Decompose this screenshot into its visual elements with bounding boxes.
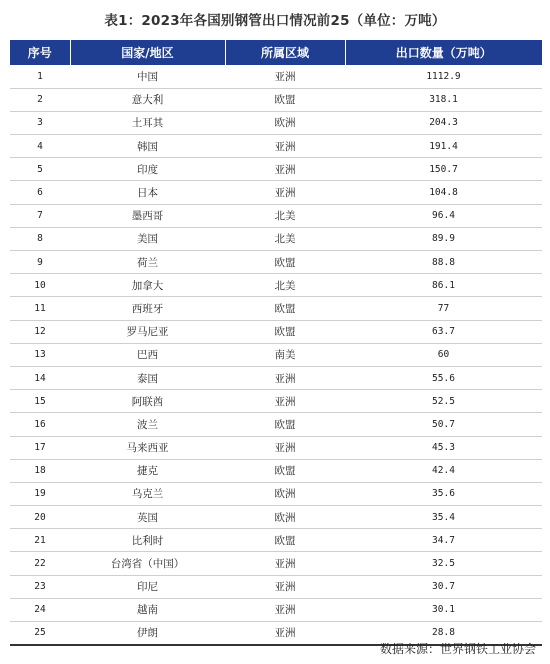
cell-country: 捷克 xyxy=(70,459,225,482)
cell-export-volume: 204.3 xyxy=(345,111,542,134)
table-row xyxy=(10,320,542,343)
cell-country: 土耳其 xyxy=(70,111,225,134)
cell-rank: 24 xyxy=(10,598,70,621)
cell-region: 亚洲 xyxy=(225,598,345,621)
cell-region: 欧洲 xyxy=(225,506,345,529)
cell-region: 欧洲 xyxy=(225,482,345,505)
cell-country: 马来西亚 xyxy=(70,436,225,459)
cell-region: 北美 xyxy=(225,274,345,297)
cell-country: 加拿大 xyxy=(70,274,225,297)
cell-region: 亚洲 xyxy=(225,552,345,575)
cell-country: 韩国 xyxy=(70,135,225,158)
header-rank: 序号 xyxy=(10,40,70,65)
cell-export-volume: 35.4 xyxy=(345,506,542,529)
cell-region: 亚洲 xyxy=(225,390,345,413)
cell-region: 亚洲 xyxy=(225,181,345,204)
cell-export-volume: 28.8 xyxy=(345,622,542,645)
cell-export-volume: 88.8 xyxy=(345,251,542,274)
table-row xyxy=(10,343,542,366)
cell-rank: 19 xyxy=(10,482,70,505)
table-row xyxy=(10,65,542,88)
cell-rank: 13 xyxy=(10,343,70,366)
cell-region: 南美 xyxy=(225,343,345,366)
table-row xyxy=(10,366,542,389)
cell-export-volume: 89.9 xyxy=(345,227,542,250)
cell-country: 波兰 xyxy=(70,413,225,436)
table-row xyxy=(10,413,542,436)
table-row xyxy=(10,274,542,297)
cell-region: 亚洲 xyxy=(225,575,345,598)
cell-export-volume: 42.4 xyxy=(345,459,542,482)
cell-country: 台湾省（中国） xyxy=(70,552,225,575)
table-row xyxy=(10,111,542,134)
cell-country: 西班牙 xyxy=(70,297,225,320)
cell-rank: 18 xyxy=(10,459,70,482)
cell-export-volume: 55.6 xyxy=(345,366,542,389)
cell-country: 荷兰 xyxy=(70,251,225,274)
cell-region: 亚洲 xyxy=(225,622,345,645)
cell-export-volume: 96.4 xyxy=(345,204,542,227)
table-row xyxy=(10,390,542,413)
table-row xyxy=(10,251,542,274)
cell-export-volume: 104.8 xyxy=(345,181,542,204)
cell-country: 罗马尼亚 xyxy=(70,320,225,343)
cell-export-volume: 32.5 xyxy=(345,552,542,575)
cell-region: 北美 xyxy=(225,204,345,227)
cell-region: 欧盟 xyxy=(225,529,345,552)
cell-region: 亚洲 xyxy=(225,436,345,459)
cell-country: 英国 xyxy=(70,506,225,529)
table-row xyxy=(10,552,542,575)
cell-rank: 7 xyxy=(10,204,70,227)
cell-rank: 4 xyxy=(10,135,70,158)
cell-rank: 14 xyxy=(10,366,70,389)
cell-country: 阿联酋 xyxy=(70,390,225,413)
cell-country: 乌克兰 xyxy=(70,482,225,505)
cell-rank: 6 xyxy=(10,181,70,204)
table-row xyxy=(10,575,542,598)
cell-rank: 3 xyxy=(10,111,70,134)
cell-rank: 11 xyxy=(10,297,70,320)
table-row xyxy=(10,88,542,111)
table-row xyxy=(10,135,542,158)
cell-region: 欧盟 xyxy=(225,320,345,343)
cell-export-volume: 150.7 xyxy=(345,158,542,181)
cell-rank: 1 xyxy=(10,65,70,88)
cell-export-volume: 45.3 xyxy=(345,436,542,459)
cell-country: 墨西哥 xyxy=(70,204,225,227)
table-row xyxy=(10,598,542,621)
cell-rank: 8 xyxy=(10,227,70,250)
cell-rank: 21 xyxy=(10,529,70,552)
cell-country: 日本 xyxy=(70,181,225,204)
table-row xyxy=(10,204,542,227)
cell-rank: 23 xyxy=(10,575,70,598)
cell-country: 印尼 xyxy=(70,575,225,598)
cell-region: 北美 xyxy=(225,227,345,250)
cell-country: 中国 xyxy=(70,65,225,88)
cell-rank: 15 xyxy=(10,390,70,413)
cell-export-volume: 30.7 xyxy=(345,575,542,598)
cell-rank: 16 xyxy=(10,413,70,436)
cell-rank: 10 xyxy=(10,274,70,297)
cell-region: 欧盟 xyxy=(225,297,345,320)
cell-country: 巴西 xyxy=(70,343,225,366)
cell-export-volume: 86.1 xyxy=(345,274,542,297)
cell-region: 欧洲 xyxy=(225,111,345,134)
table-row xyxy=(10,181,542,204)
cell-region: 亚洲 xyxy=(225,65,345,88)
cell-country: 泰国 xyxy=(70,366,225,389)
cell-export-volume: 34.7 xyxy=(345,529,542,552)
cell-export-volume: 50.7 xyxy=(345,413,542,436)
cell-country: 比利时 xyxy=(70,529,225,552)
cell-rank: 20 xyxy=(10,506,70,529)
cell-region: 亚洲 xyxy=(225,158,345,181)
cell-country: 意大利 xyxy=(70,88,225,111)
cell-region: 欧盟 xyxy=(225,459,345,482)
cell-region: 亚洲 xyxy=(225,366,345,389)
cell-country: 伊朗 xyxy=(70,622,225,645)
cell-country: 美国 xyxy=(70,227,225,250)
export-table xyxy=(10,40,542,646)
cell-export-volume: 318.1 xyxy=(345,88,542,111)
table-row xyxy=(10,482,542,505)
cell-rank: 2 xyxy=(10,88,70,111)
table-row xyxy=(10,436,542,459)
cell-export-volume: 63.7 xyxy=(345,320,542,343)
cell-export-volume: 191.4 xyxy=(345,135,542,158)
cell-rank: 17 xyxy=(10,436,70,459)
cell-export-volume: 77 xyxy=(345,297,542,320)
cell-export-volume: 60 xyxy=(345,343,542,366)
cell-region: 欧盟 xyxy=(225,251,345,274)
cell-region: 欧盟 xyxy=(225,88,345,111)
header-region: 所属区域 xyxy=(225,40,345,65)
table-row xyxy=(10,297,542,320)
cell-rank: 22 xyxy=(10,552,70,575)
cell-region: 欧盟 xyxy=(225,413,345,436)
cell-rank: 5 xyxy=(10,158,70,181)
table-row xyxy=(10,459,542,482)
cell-country: 越南 xyxy=(70,598,225,621)
header-country: 国家/地区 xyxy=(70,40,225,65)
cell-rank: 9 xyxy=(10,251,70,274)
table-row xyxy=(10,506,542,529)
table-row xyxy=(10,227,542,250)
table-header-row xyxy=(10,40,542,65)
cell-export-volume: 52.5 xyxy=(345,390,542,413)
cell-export-volume: 1112.9 xyxy=(345,65,542,88)
cell-rank: 12 xyxy=(10,320,70,343)
cell-rank: 25 xyxy=(10,622,70,645)
table-row xyxy=(10,529,542,552)
cell-region: 亚洲 xyxy=(225,135,345,158)
header-export-volume: 出口数量（万吨） xyxy=(345,40,542,65)
table-row xyxy=(10,158,542,181)
cell-export-volume: 30.1 xyxy=(345,598,542,621)
cell-export-volume: 35.6 xyxy=(345,482,542,505)
table-title: 表1：2023年各国别钢管出口情况前25（单位：万吨） xyxy=(104,13,446,29)
cell-country: 印度 xyxy=(70,158,225,181)
data-source-note: 数据来源：世界钢铁工业协会 xyxy=(379,642,536,656)
